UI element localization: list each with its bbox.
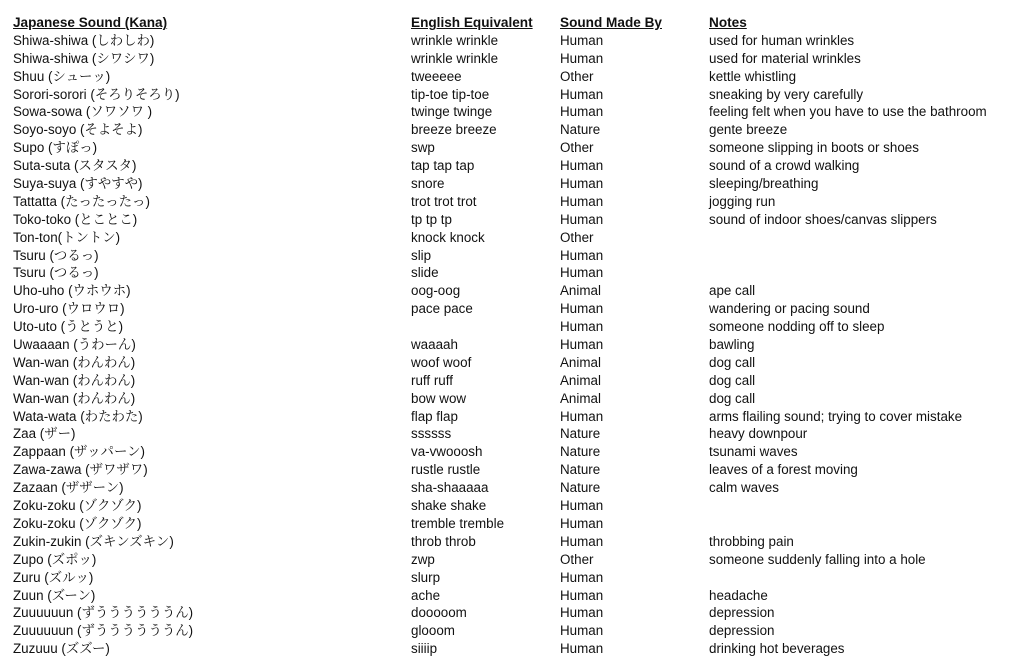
table-row [13, 425, 1018, 443]
sound-made-by-cell: Animal [560, 390, 601, 406]
sound-made-by-cell: Nature [560, 462, 601, 478]
english-equivalent-cell: zwp [411, 551, 435, 567]
notes-cell: used for human wrinkles [709, 32, 855, 48]
sound-made-by-cell: Other [560, 68, 594, 84]
sound-made-by-cell: Human [560, 337, 604, 353]
table-row [13, 175, 1018, 193]
japanese-sound-cell: Shuu (シューッ) [13, 68, 111, 84]
sound-made-by-cell: Animal [560, 283, 601, 299]
english-equivalent-cell: tp tp tp [411, 211, 452, 227]
english-equivalent-cell: slip [411, 247, 432, 263]
sound-made-by-cell: Human [560, 408, 604, 424]
english-equivalent-cell: breeze breeze [411, 122, 497, 138]
english-equivalent-cell: flap flap [411, 408, 458, 424]
table-row [13, 211, 1018, 229]
table-row [13, 443, 1018, 461]
table-row [13, 336, 1018, 354]
notes-cell: sneaking by very carefully [709, 86, 864, 102]
japanese-sound-cell: Tsuru (つるっ) [13, 265, 99, 281]
table-row [13, 282, 1018, 300]
table-row [13, 479, 1018, 497]
english-equivalent-cell: shake shake [411, 498, 487, 514]
english-equivalent-cell: ache [411, 587, 441, 603]
english-equivalent-cell: woof woof [411, 354, 472, 370]
header-english-equivalent: English Equivalent [411, 15, 533, 30]
notes-cell [709, 229, 1018, 247]
japanese-sound-cell: Supo (すぽっ) [13, 140, 98, 156]
english-equivalent-cell: trot trot trot [411, 193, 477, 209]
japanese-sound-cell: Zoku-zoku (ゾクゾク) [13, 498, 142, 514]
sound-made-by-cell: Nature [560, 444, 601, 460]
japanese-sound-cell: Zaa (ザー) [13, 426, 76, 442]
notes-cell: tsunami waves [709, 444, 798, 460]
japanese-sound-cell: Shiwa-shiwa (しわしわ) [13, 32, 155, 48]
japanese-sound-cell: Wan-wan (わんわん) [13, 354, 136, 370]
notes-cell: drinking hot beverages [709, 641, 845, 657]
notes-cell [709, 515, 1018, 533]
table-row [13, 103, 1018, 121]
table-row [13, 372, 1018, 390]
onomatopoeia-table [13, 14, 1018, 658]
sound-made-by-cell: Nature [560, 426, 601, 442]
table-row [13, 515, 1018, 533]
notes-cell [709, 264, 1018, 282]
notes-cell: kettle whistling [709, 68, 797, 84]
notes-cell: depression [709, 623, 775, 639]
table-body [13, 32, 1018, 658]
notes-cell: sleeping/breathing [709, 176, 819, 192]
table-row [13, 300, 1018, 318]
japanese-sound-cell: Zukin-zukin (ズキンズキン) [13, 533, 174, 549]
sound-made-by-cell: Human [560, 86, 604, 102]
notes-cell: someone slipping in boots or shoes [709, 140, 919, 156]
notes-cell: used for material wrinkles [709, 50, 861, 66]
table-row [13, 569, 1018, 587]
table-row [13, 86, 1018, 104]
japanese-sound-cell: Suya-suya (すやすや) [13, 176, 143, 192]
notes-cell: dog call [709, 372, 756, 388]
english-equivalent-cell: dooooom [411, 605, 467, 621]
english-equivalent-cell: ssssss [411, 426, 452, 442]
table-row [13, 497, 1018, 515]
sound-made-by-cell: Animal [560, 372, 601, 388]
english-equivalent-cell: va-vwooosh [411, 444, 483, 460]
sound-made-by-cell: Human [560, 498, 604, 514]
sound-made-by-cell: Human [560, 641, 604, 657]
english-equivalent-cell: swp [411, 140, 435, 156]
sound-made-by-cell: Human [560, 104, 604, 120]
notes-cell: jogging run [709, 193, 776, 209]
sound-made-by-cell: Human [560, 515, 604, 531]
japanese-sound-cell: Zuuuuuun (ずううううううん) [13, 605, 194, 621]
japanese-sound-cell: Zuzuuu (ズズー) [13, 641, 110, 657]
table-row [13, 121, 1018, 139]
table-header-row [13, 14, 1018, 32]
notes-cell: ape call [709, 283, 756, 299]
english-equivalent-cell: wrinkle wrinkle [411, 32, 499, 48]
sound-made-by-cell: Human [560, 587, 604, 603]
notes-cell: headache [709, 587, 768, 603]
english-equivalent-cell: waaaah [411, 337, 458, 353]
sound-made-by-cell: Animal [560, 354, 601, 370]
japanese-sound-cell: Wan-wan (わんわん) [13, 390, 136, 406]
japanese-sound-cell: Wan-wan (わんわん) [13, 372, 136, 388]
english-equivalent-cell: oog-oog [411, 283, 461, 299]
english-equivalent-cell: tap tap tap [411, 158, 475, 174]
sound-made-by-cell: Human [560, 211, 604, 227]
japanese-sound-cell: Tsuru (つるっ) [13, 247, 99, 263]
english-equivalent-cell: throb throb [411, 533, 476, 549]
notes-cell: feeling felt when you have to use the bathroom [709, 104, 987, 120]
english-equivalent-cell [411, 318, 560, 336]
sound-made-by-cell: Human [560, 533, 604, 549]
japanese-sound-cell: Zuru (ズルッ) [13, 569, 94, 585]
english-equivalent-cell: tweeeee [411, 68, 462, 84]
sound-made-by-cell: Human [560, 158, 604, 174]
notes-cell: depression [709, 605, 775, 621]
table-row [13, 318, 1018, 336]
table-row [13, 139, 1018, 157]
sound-made-by-cell: Other [560, 140, 594, 156]
sound-made-by-cell: Human [560, 605, 604, 621]
table-row [13, 604, 1018, 622]
notes-cell: wandering or pacing sound [709, 301, 870, 317]
table-row [13, 390, 1018, 408]
sound-made-by-cell: Human [560, 247, 604, 263]
japanese-sound-cell: Zawa-zawa (ザワザワ) [13, 462, 148, 478]
table-row [13, 622, 1018, 640]
english-equivalent-cell: rustle rustle [411, 462, 481, 478]
notes-cell: dog call [709, 354, 756, 370]
sound-made-by-cell: Other [560, 551, 594, 567]
table-row [13, 354, 1018, 372]
sound-made-by-cell: Nature [560, 122, 601, 138]
header-sound-made-by: Sound Made By [560, 15, 662, 30]
japanese-sound-cell: Uho-uho (ウホウホ) [13, 283, 131, 299]
japanese-sound-cell: Uwaaaan (うわーん) [13, 337, 136, 353]
japanese-sound-cell: Tattatta (たったったっ) [13, 193, 150, 209]
japanese-sound-cell: Uto-uto (うとうと) [13, 319, 124, 335]
english-equivalent-cell: siiiip [411, 641, 438, 657]
english-equivalent-cell: slide [411, 265, 439, 281]
japanese-sound-cell: Toko-toko (とことこ) [13, 211, 138, 227]
english-equivalent-cell: knock knock [411, 229, 485, 245]
english-equivalent-cell: bow wow [411, 390, 467, 406]
japanese-sound-cell: Suta-suta (スタスタ) [13, 158, 137, 174]
japanese-sound-cell: Zoku-zoku (ゾクゾク) [13, 515, 142, 531]
japanese-sound-cell: Zuun (ズーン) [13, 587, 96, 603]
header-notes: Notes [709, 15, 747, 30]
notes-cell: someone suddenly falling into a hole [709, 551, 926, 567]
japanese-sound-cell: Wata-wata (わたわた) [13, 408, 143, 424]
table-row [13, 640, 1018, 658]
sound-made-by-cell: Human [560, 569, 604, 585]
english-equivalent-cell: wrinkle wrinkle [411, 50, 499, 66]
notes-cell: leaves of a forest moving [709, 462, 858, 478]
table-row [13, 461, 1018, 479]
table-row [13, 50, 1018, 68]
table-row [13, 68, 1018, 86]
japanese-sound-cell: Sowa-sowa (ソワソワ ) [13, 104, 153, 120]
sound-made-by-cell: Human [560, 319, 604, 335]
notes-cell [709, 569, 1018, 587]
sound-made-by-cell: Human [560, 193, 604, 209]
table-row [13, 587, 1018, 605]
sound-made-by-cell: Human [560, 176, 604, 192]
japanese-sound-cell: Uro-uro (ウロウロ) [13, 301, 125, 317]
japanese-sound-cell: Ton-ton(トントン) [13, 229, 121, 245]
notes-cell: calm waves [709, 480, 779, 496]
sound-made-by-cell: Nature [560, 480, 601, 496]
sound-made-by-cell: Human [560, 265, 604, 281]
japanese-sound-cell: Zupo (ズポッ) [13, 551, 97, 567]
table-row [13, 264, 1018, 282]
sound-made-by-cell: Human [560, 623, 604, 639]
notes-cell: dog call [709, 390, 756, 406]
table-row [13, 247, 1018, 265]
japanese-sound-cell: Zazaan (ザザーン) [13, 480, 124, 496]
english-equivalent-cell: pace pace [411, 301, 473, 317]
english-equivalent-cell: sha-shaaaaa [411, 480, 489, 496]
table-row [13, 408, 1018, 426]
japanese-sound-cell: Zuuuuuun (ずううううううん) [13, 623, 194, 639]
english-equivalent-cell: snore [411, 176, 445, 192]
english-equivalent-cell: glooom [411, 623, 455, 639]
notes-cell: bawling [709, 337, 755, 353]
table-row [13, 157, 1018, 175]
notes-cell: sound of a crowd walking [709, 158, 860, 174]
notes-cell: arms flailing sound; trying to cover mistake [709, 408, 963, 424]
table-row [13, 193, 1018, 211]
japanese-sound-cell: Zappaan (ザッパーン) [13, 444, 145, 460]
sound-made-by-cell: Human [560, 301, 604, 317]
table-row [13, 533, 1018, 551]
notes-cell: throbbing pain [709, 533, 794, 549]
english-equivalent-cell: ruff ruff [411, 372, 453, 388]
japanese-sound-cell: Shiwa-shiwa (シワシワ) [13, 50, 155, 66]
notes-cell: gente breeze [709, 122, 788, 138]
english-equivalent-cell: slurp [411, 569, 441, 585]
table-row [13, 229, 1018, 247]
notes-cell [709, 497, 1018, 515]
english-equivalent-cell: tip-toe tip-toe [411, 86, 490, 102]
table-row [13, 551, 1018, 569]
english-equivalent-cell: twinge twinge [411, 104, 493, 120]
sound-made-by-cell: Other [560, 229, 594, 245]
notes-cell: heavy downpour [709, 426, 808, 442]
notes-cell: sound of indoor shoes/canvas slippers [709, 211, 937, 227]
notes-cell: someone nodding off to sleep [709, 319, 885, 335]
japanese-sound-cell: Sorori-sorori (そろりそろり) [13, 86, 180, 102]
sound-made-by-cell: Human [560, 50, 604, 66]
header-japanese-sound: Japanese Sound (Kana) [13, 15, 168, 30]
table-row [13, 32, 1018, 50]
sound-made-by-cell: Human [560, 32, 604, 48]
english-equivalent-cell: tremble tremble [411, 515, 505, 531]
notes-cell [709, 247, 1018, 265]
japanese-sound-cell: Soyo-soyo (そよそよ) [13, 122, 143, 138]
